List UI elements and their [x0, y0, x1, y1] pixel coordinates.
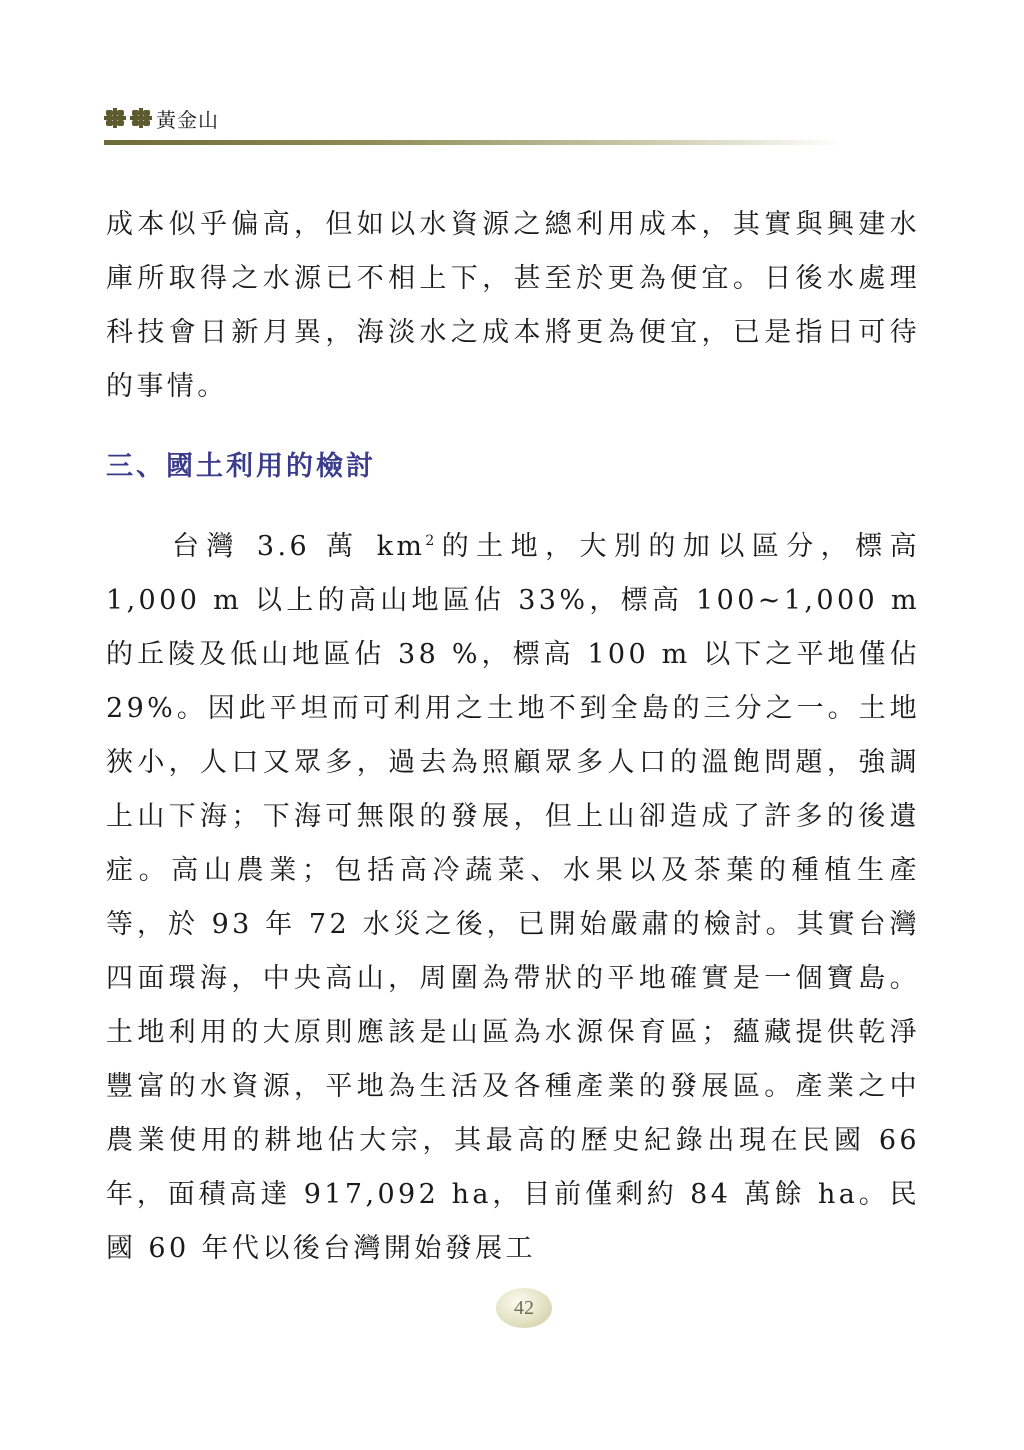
page-body — [106, 198, 920, 1276]
paragraph-water-cost: 成本似乎偏高，但如以水資源之總利用成本，其實與興建水庫所取得之水源已不相上下，甚至於更為便宜。日後水處理科技會日新月異，海淡水之成本將更為便宜，已是指日可待的事情。 — [106, 209, 920, 402]
paragraph-land-use — [106, 520, 920, 1276]
section-heading-land-use: 三、國土利用的檢討 — [106, 451, 376, 482]
land-use-text: 的土地，大別的加以區分，標高 1,000 m 以上的高山地區佔 33%，標高 100~1,000 m 的丘陵及低山地區佔 38 %，標高 100 m 以下之平地僅佔 29%。因此平坦而可利用之土地不到全島的三分之一。土地狹小，人口又眾多，過去為照顧眾多人口的溫飽問題，強調上山下海；下海可無限的發展，但上山卻造成了許多的後遺症。高山農業；包括高冷蔬菜、水果以及茶葉的種植生產等，於 93 年 72 水災之後，已開始嚴肅的檢討。其實台灣四面環海，中央高山，周圍為帶狀的平地確實是一個寶島。土地利用的大原則應該是山區為水源保育區；蘊藏提供乾淨豐富的水資源，平地為生活及各種產業的發展區。產業之中農業使用的耕地佔大宗，其最高的歷史紀錄出現在民國 66 年，面積高達 917,092 ha，目前僅剩約 84 萬餘 ha。民國 60 年代以後台灣開始發展工 — [106, 531, 920, 1264]
land-area-text: 台灣 3.6 萬 km — [172, 531, 426, 562]
header-divider — [104, 140, 844, 145]
logo-icon — [104, 108, 154, 128]
area-exponent: 2 — [425, 533, 438, 549]
page-header — [104, 100, 924, 146]
page-number: 42 — [496, 1288, 552, 1328]
header-title: 黃金山 — [156, 108, 219, 132]
